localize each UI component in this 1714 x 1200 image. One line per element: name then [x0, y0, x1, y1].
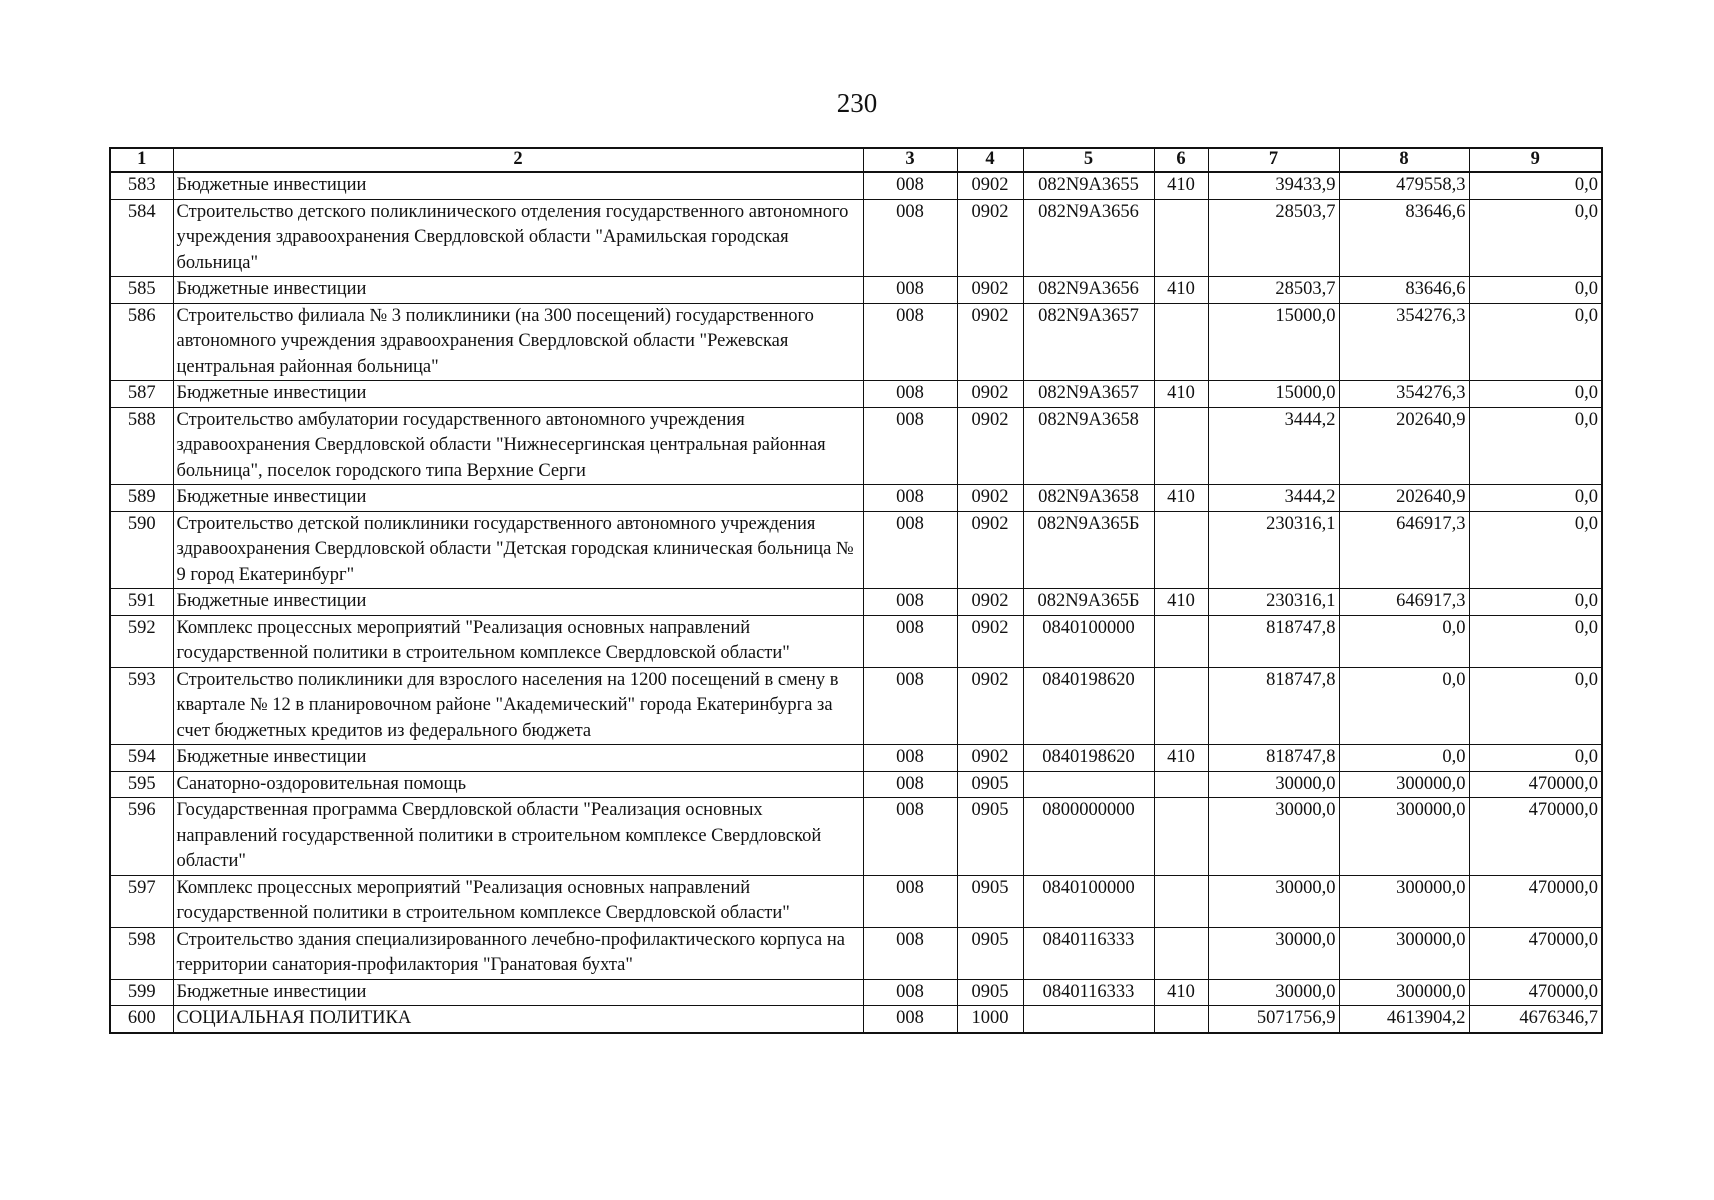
amount-col8-cell: 202640,9	[1339, 485, 1469, 512]
description-cell: Бюджетные инвестиции	[173, 979, 863, 1006]
description-cell: Бюджетные инвестиции	[173, 745, 863, 772]
column-header-2: 2	[173, 148, 863, 172]
amount-col8-cell: 354276,3	[1339, 303, 1469, 381]
target-article-cell: 0840100000	[1023, 615, 1154, 667]
row-number-cell: 588	[110, 407, 173, 485]
column-header-9: 9	[1469, 148, 1602, 172]
table-row	[110, 745, 1602, 772]
ministry-code-cell: 008	[863, 615, 957, 667]
amount-col9-cell: 4676346,7	[1469, 1006, 1602, 1033]
amount-col8-cell: 646917,3	[1339, 511, 1469, 589]
target-article-cell: 082N9A3655	[1023, 172, 1154, 199]
description-cell: Бюджетные инвестиции	[173, 381, 863, 408]
description-cell: Строительство детской поликлиники государственного автономного учреждения здравоохранения Свердловской области "Детская городская клиническая больница № 9 город Екатеринбург"	[173, 511, 863, 589]
target-article-cell: 0840116333	[1023, 927, 1154, 979]
amount-col8-cell: 300000,0	[1339, 927, 1469, 979]
amount-col7-cell: 39433,9	[1208, 172, 1339, 199]
section-code-cell: 0902	[957, 381, 1023, 408]
expense-type-cell: 410	[1154, 485, 1208, 512]
ministry-code-cell: 008	[863, 667, 957, 745]
section-code-cell: 0905	[957, 771, 1023, 798]
amount-col8-cell: 479558,3	[1339, 172, 1469, 199]
expense-type-cell	[1154, 199, 1208, 277]
target-article-cell: 0840100000	[1023, 875, 1154, 927]
amount-col9-cell: 0,0	[1469, 277, 1602, 304]
row-number-cell: 587	[110, 381, 173, 408]
ministry-code-cell: 008	[863, 381, 957, 408]
target-article-cell	[1023, 771, 1154, 798]
amount-col9-cell: 470000,0	[1469, 927, 1602, 979]
ministry-code-cell: 008	[863, 745, 957, 772]
ministry-code-cell: 008	[863, 199, 957, 277]
description-cell: Санаторно-оздоровительная помощь	[173, 771, 863, 798]
target-article-cell: 082N9A365Б	[1023, 589, 1154, 616]
row-number-cell: 593	[110, 667, 173, 745]
row-number-cell: 595	[110, 771, 173, 798]
amount-col7-cell: 28503,7	[1208, 199, 1339, 277]
section-code-cell: 0905	[957, 979, 1023, 1006]
table-row	[110, 303, 1602, 381]
expense-type-cell	[1154, 407, 1208, 485]
ministry-code-cell: 008	[863, 303, 957, 381]
amount-col7-cell: 818747,8	[1208, 615, 1339, 667]
amount-col9-cell: 0,0	[1469, 745, 1602, 772]
amount-col9-cell: 470000,0	[1469, 771, 1602, 798]
target-article-cell: 082N9A365Б	[1023, 511, 1154, 589]
column-header-5: 5	[1023, 148, 1154, 172]
section-code-cell: 0905	[957, 927, 1023, 979]
amount-col7-cell: 30000,0	[1208, 798, 1339, 876]
description-cell: Бюджетные инвестиции	[173, 277, 863, 304]
table-row	[110, 798, 1602, 876]
amount-col7-cell: 30000,0	[1208, 979, 1339, 1006]
table-row	[110, 979, 1602, 1006]
amount-col7-cell: 818747,8	[1208, 745, 1339, 772]
amount-col7-cell: 3444,2	[1208, 485, 1339, 512]
expense-type-cell	[1154, 511, 1208, 589]
expense-type-cell	[1154, 927, 1208, 979]
amount-col9-cell: 470000,0	[1469, 798, 1602, 876]
table-row	[110, 407, 1602, 485]
target-article-cell: 082N9A3656	[1023, 199, 1154, 277]
amount-col9-cell: 0,0	[1469, 303, 1602, 381]
column-header-6: 6	[1154, 148, 1208, 172]
amount-col9-cell: 0,0	[1469, 199, 1602, 277]
row-number-cell: 586	[110, 303, 173, 381]
expense-type-cell: 410	[1154, 589, 1208, 616]
amount-col8-cell: 646917,3	[1339, 589, 1469, 616]
table-body	[110, 172, 1602, 1033]
target-article-cell: 0840198620	[1023, 745, 1154, 772]
row-number-cell: 591	[110, 589, 173, 616]
amount-col9-cell: 0,0	[1469, 381, 1602, 408]
amount-col9-cell: 0,0	[1469, 511, 1602, 589]
section-code-cell: 0902	[957, 407, 1023, 485]
ministry-code-cell: 008	[863, 798, 957, 876]
table-row	[110, 381, 1602, 408]
description-cell: Строительство детского поликлинического отделения государственного автономного учреждения здравоохранения Свердловской области "Арамильская городская больница"	[173, 199, 863, 277]
amount-col8-cell: 300000,0	[1339, 771, 1469, 798]
column-header-1: 1	[110, 148, 173, 172]
section-code-cell: 0902	[957, 589, 1023, 616]
row-number-cell: 598	[110, 927, 173, 979]
ministry-code-cell: 008	[863, 407, 957, 485]
amount-col9-cell: 0,0	[1469, 407, 1602, 485]
target-article-cell: 082N9A3658	[1023, 485, 1154, 512]
description-cell: Строительство здания специализированного лечебно-профилактического корпуса на территории санатория-профилактория "Гранатовая бухта"	[173, 927, 863, 979]
amount-col7-cell: 28503,7	[1208, 277, 1339, 304]
column-header-4: 4	[957, 148, 1023, 172]
description-cell: Строительство филиала № 3 поликлиники (на 300 посещений) государственного автономного учреждения здравоохранения Свердловской области "Режевская центральная районная больница"	[173, 303, 863, 381]
amount-col8-cell: 0,0	[1339, 745, 1469, 772]
amount-col9-cell: 470000,0	[1469, 979, 1602, 1006]
section-code-cell: 0902	[957, 667, 1023, 745]
row-number-cell: 589	[110, 485, 173, 512]
description-cell: Бюджетные инвестиции	[173, 485, 863, 512]
target-article-cell: 082N9A3657	[1023, 303, 1154, 381]
table-row	[110, 615, 1602, 667]
ministry-code-cell: 008	[863, 875, 957, 927]
page-number: 230	[836, 88, 878, 118]
expense-type-cell: 410	[1154, 745, 1208, 772]
row-number-cell: 596	[110, 798, 173, 876]
amount-col9-cell: 470000,0	[1469, 875, 1602, 927]
row-number-cell: 597	[110, 875, 173, 927]
expense-type-cell	[1154, 798, 1208, 876]
table-row	[110, 172, 1602, 199]
description-cell: Бюджетные инвестиции	[173, 172, 863, 199]
ministry-code-cell: 008	[863, 277, 957, 304]
amount-col8-cell: 300000,0	[1339, 798, 1469, 876]
target-article-cell: 0800000000	[1023, 798, 1154, 876]
description-cell: Строительство амбулатории государственного автономного учреждения здравоохранения Свердловской области "Нижнесергинская центральная районная больница", поселок городского типа Верхние Серги	[173, 407, 863, 485]
section-code-cell: 0902	[957, 485, 1023, 512]
budget-table	[109, 147, 1603, 1034]
column-header-3: 3	[863, 148, 957, 172]
section-code-cell: 0902	[957, 745, 1023, 772]
table-row	[110, 589, 1602, 616]
table-header-row	[110, 148, 1602, 172]
table-row	[110, 485, 1602, 512]
expense-type-cell	[1154, 771, 1208, 798]
row-number-cell: 585	[110, 277, 173, 304]
section-code-cell: 1000	[957, 1006, 1023, 1033]
amount-col7-cell: 5071756,9	[1208, 1006, 1339, 1033]
target-article-cell: 082N9A3658	[1023, 407, 1154, 485]
column-header-8: 8	[1339, 148, 1469, 172]
target-article-cell: 0840198620	[1023, 667, 1154, 745]
target-article-cell: 0840116333	[1023, 979, 1154, 1006]
description-cell: Комплекс процессных мероприятий "Реализация основных направлений государственной политики в строительном комплексе Свердловской области"	[173, 875, 863, 927]
expense-type-cell: 410	[1154, 381, 1208, 408]
ministry-code-cell: 008	[863, 589, 957, 616]
amount-col7-cell: 15000,0	[1208, 381, 1339, 408]
section-code-cell: 0905	[957, 875, 1023, 927]
section-code-cell: 0905	[957, 798, 1023, 876]
table-row	[110, 511, 1602, 589]
table-row	[110, 667, 1602, 745]
section-code-cell: 0902	[957, 303, 1023, 381]
expense-type-cell: 410	[1154, 979, 1208, 1006]
amount-col8-cell: 300000,0	[1339, 875, 1469, 927]
amount-col9-cell: 0,0	[1469, 589, 1602, 616]
amount-col7-cell: 15000,0	[1208, 303, 1339, 381]
row-number-cell: 592	[110, 615, 173, 667]
table-row	[110, 1006, 1602, 1033]
row-number-cell: 583	[110, 172, 173, 199]
row-number-cell: 600	[110, 1006, 173, 1033]
section-code-cell: 0902	[957, 615, 1023, 667]
amount-col7-cell: 30000,0	[1208, 875, 1339, 927]
ministry-code-cell: 008	[863, 172, 957, 199]
row-number-cell: 599	[110, 979, 173, 1006]
row-number-cell: 584	[110, 199, 173, 277]
amount-col9-cell: 0,0	[1469, 667, 1602, 745]
amount-col8-cell: 0,0	[1339, 615, 1469, 667]
amount-col9-cell: 0,0	[1469, 485, 1602, 512]
amount-col7-cell: 30000,0	[1208, 771, 1339, 798]
section-code-cell: 0902	[957, 511, 1023, 589]
description-cell: СОЦИАЛЬНАЯ ПОЛИТИКА	[173, 1006, 863, 1033]
section-code-cell: 0902	[957, 277, 1023, 304]
expense-type-cell	[1154, 875, 1208, 927]
table-row	[110, 927, 1602, 979]
column-header-7: 7	[1208, 148, 1339, 172]
ministry-code-cell: 008	[863, 1006, 957, 1033]
target-article-cell: 082N9A3657	[1023, 381, 1154, 408]
description-cell: Государственная программа Свердловской области "Реализация основных направлений государственной политики в строительном комплексе Свердловской области"	[173, 798, 863, 876]
table-row	[110, 199, 1602, 277]
amount-col8-cell: 202640,9	[1339, 407, 1469, 485]
amount-col8-cell: 354276,3	[1339, 381, 1469, 408]
description-cell: Комплекс процессных мероприятий "Реализация основных направлений государственной политики в строительном комплексе Свердловской области"	[173, 615, 863, 667]
amount-col8-cell: 0,0	[1339, 667, 1469, 745]
amount-col7-cell: 230316,1	[1208, 511, 1339, 589]
amount-col7-cell: 818747,8	[1208, 667, 1339, 745]
amount-col8-cell: 83646,6	[1339, 199, 1469, 277]
expense-type-cell	[1154, 1006, 1208, 1033]
description-cell: Бюджетные инвестиции	[173, 589, 863, 616]
table-row	[110, 875, 1602, 927]
section-code-cell: 0902	[957, 172, 1023, 199]
expense-type-cell	[1154, 667, 1208, 745]
expense-type-cell: 410	[1154, 277, 1208, 304]
ministry-code-cell: 008	[863, 927, 957, 979]
row-number-cell: 594	[110, 745, 173, 772]
ministry-code-cell: 008	[863, 771, 957, 798]
amount-col9-cell: 0,0	[1469, 615, 1602, 667]
row-number-cell: 590	[110, 511, 173, 589]
amount-col8-cell: 300000,0	[1339, 979, 1469, 1006]
table-row	[110, 771, 1602, 798]
expense-type-cell: 410	[1154, 172, 1208, 199]
amount-col7-cell: 30000,0	[1208, 927, 1339, 979]
target-article-cell	[1023, 1006, 1154, 1033]
table-row	[110, 277, 1602, 304]
ministry-code-cell: 008	[863, 979, 957, 1006]
target-article-cell: 082N9A3656	[1023, 277, 1154, 304]
expense-type-cell	[1154, 303, 1208, 381]
section-code-cell: 0902	[957, 199, 1023, 277]
ministry-code-cell: 008	[863, 511, 957, 589]
ministry-code-cell: 008	[863, 485, 957, 512]
amount-col7-cell: 230316,1	[1208, 589, 1339, 616]
amount-col8-cell: 4613904,2	[1339, 1006, 1469, 1033]
expense-type-cell	[1154, 615, 1208, 667]
amount-col9-cell: 0,0	[1469, 172, 1602, 199]
amount-col7-cell: 3444,2	[1208, 407, 1339, 485]
description-cell: Строительство поликлиники для взрослого населения на 1200 посещений в смену в квартале № 12 в планировочном районе "Академический" города Екатеринбурга за счет бюджетных кредитов из федерального бюджета	[173, 667, 863, 745]
amount-col8-cell: 83646,6	[1339, 277, 1469, 304]
